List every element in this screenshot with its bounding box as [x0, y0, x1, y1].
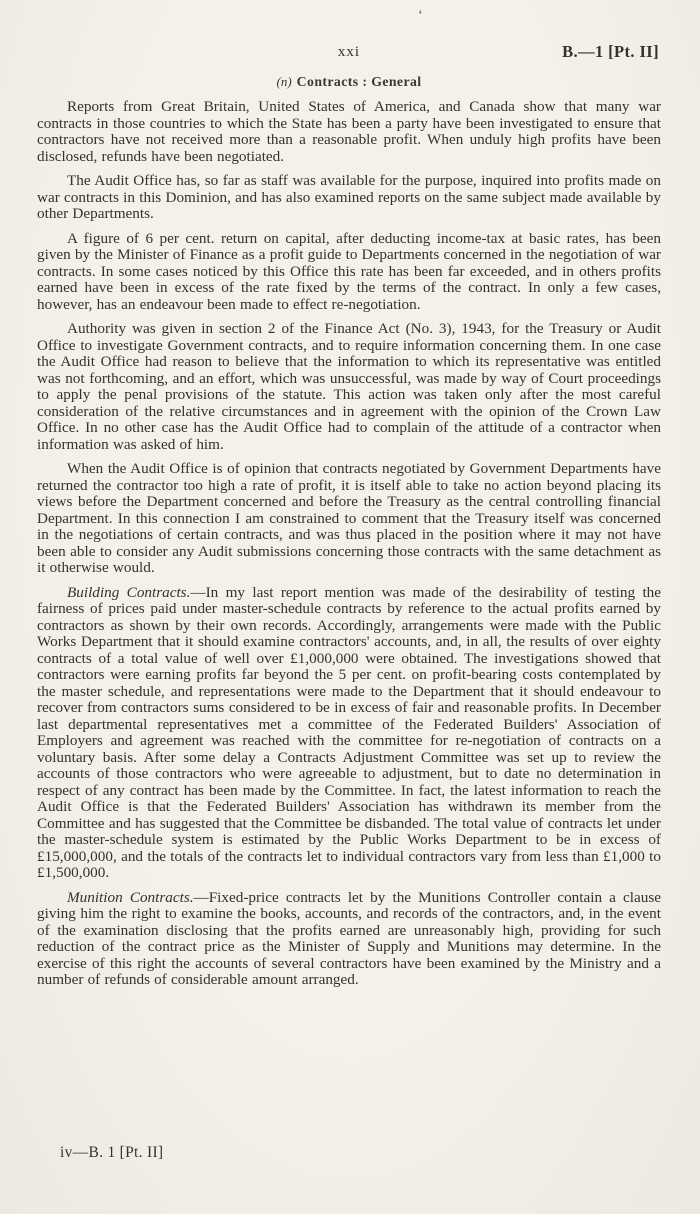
page-number: xxi [337, 44, 361, 60]
document-reference: B.—1 [Pt. II] [562, 42, 659, 61]
paragraph-audit-office [37, 173, 661, 223]
page-footer [60, 1144, 163, 1162]
paragraph-text: When the Audit Office is of opinion that contracts negotiated by Government Departments have returned the contractor too high a rate of profit, it is itself able to take no action beyond placing its views before the Department concerned and before the Treasury as the central controlling financial Department. In this connection I am constrained to comment that the Treasury itself was concerned in the negotiations of certain contracts, and was thus placed in the position where it may not have been able to consider any Audit submissions concerning those contracts with the same detachment as it otherwise would. [37, 460, 661, 576]
document-body [37, 99, 661, 989]
paragraph-munition-contracts [37, 890, 661, 989]
page-header [37, 44, 661, 66]
paragraph-lead: Munition Contracts. [67, 888, 194, 906]
footer-reference: iv—B. 1 [Pt. II] [60, 1144, 164, 1161]
paragraph-finance-act [37, 321, 661, 453]
section-heading [37, 74, 661, 90]
section-title: Contracts : General [296, 74, 422, 89]
paragraph-building-contracts [37, 585, 661, 882]
paragraph-text: Authority was given in section 2 of the Finance Act (No. 3), 1943, for the Treasury or Audit Office to investigate Government contracts, and to require information concerning them. In one case the Audit Office had reason to believe that the information to which its representative was entitled was not forthcoming, and an effort, which was unsuccessful, was made by way of Court proceedings to apply the penal provisions of the statute. This action was taken only after the most careful consideration of the relative circumstances and in agreement with the opinion of the Crown Law Office. In no other case has the Audit Office had to complain of the attitude of a contractor when information was asked of him. [37, 320, 661, 453]
paragraph-treasury [37, 461, 661, 577]
paragraph-lead: Building Contracts. [67, 583, 191, 601]
section-label: (n) [276, 74, 292, 89]
paragraph-text: —Fixed-price contracts let by the Munitions Controller contain a clause giving him the right to examine the books, accounts, and records of the contractors, and, in the event of the examination disclosing that the profits earned are unreasonably high, providing for such reduction of the contract price as the Minister of Supply and Munitions may determine. In the exercise of this right the accounts of several contractors have been examined by the Ministry and a number of refunds of considerable amount arranged. [37, 888, 662, 988]
paragraph-text: —In my last report mention was made of the desirability of testing the fairness of prices paid under master-schedule contracts by reference to the actual profits earned by contractors as shown by their own records. Accordingly, arrangements were made with the Public Works Department that it should examine contractors' accounts, and, in all, the results of over eighty contracts of a total value of well over £1,000,000 were obtained. The investigations showed that contractors were earning profits far beyond the 5 per cent. on profit-bearing costs contemplated by the master schedule, and representations were made to the Department that it should endeavour to recover from contractors sums considered to be in excess of fair and reasonable profits. In December last departmental representatives met a committee of the Federated Builders' Association of Employers and agreement was reached with the committee for re-negotiation of contracts on a voluntary basis. After some delay a Contracts Adjustment Committee was set up to review the accounts of those contractors who were agreeable to adjustment, but to date no determination in respect of any contract has been made by the Committee. In fact, the latest information to reach the Audit Office is that the Federated Builders' Association has withdrawn its member from the Committee and has suggested that the Committee be disbanded. The total value of contracts let under the master-schedule system is estimated by the Public Works Department to be in excess of £15,000,000, and the totals of the contracts let to individual contractors vary from less than £1,000 to £1,500,000. [37, 583, 662, 881]
paragraph-six-per-cent [37, 231, 661, 314]
paragraph-text: A figure of 6 per cent. return on capital, after deducting income-tax at basic rates, has been given by the Minister of Finance as a profit guide to Departments concerned in the negotiation of war contracts. In some cases noticed by this Office this rate has been far exceeded, and in others profits earned have been in excess of the rate fixed by the terms of the contract. In only a few cases, however, has an endeavour been made to effect re-negotiation. [37, 229, 661, 313]
scan-artifact: ‘ [418, 8, 423, 23]
paragraph-text: Reports from Great Britain, United States of America, and Canada show that many war contracts in those countries to which the State has been a party have been investigated to ensure that contractors have not received more than a reasonable profit. When unduly high profits have been disclosed, refunds have been negotiated. [37, 98, 661, 165]
paragraph-text: The Audit Office has, so far as staff was available for the purpose, inquired into profits made on war contracts in this Dominion, and has also examined reports on the same subject made available by other Departments. [37, 172, 661, 222]
paragraph-reports [37, 99, 661, 165]
